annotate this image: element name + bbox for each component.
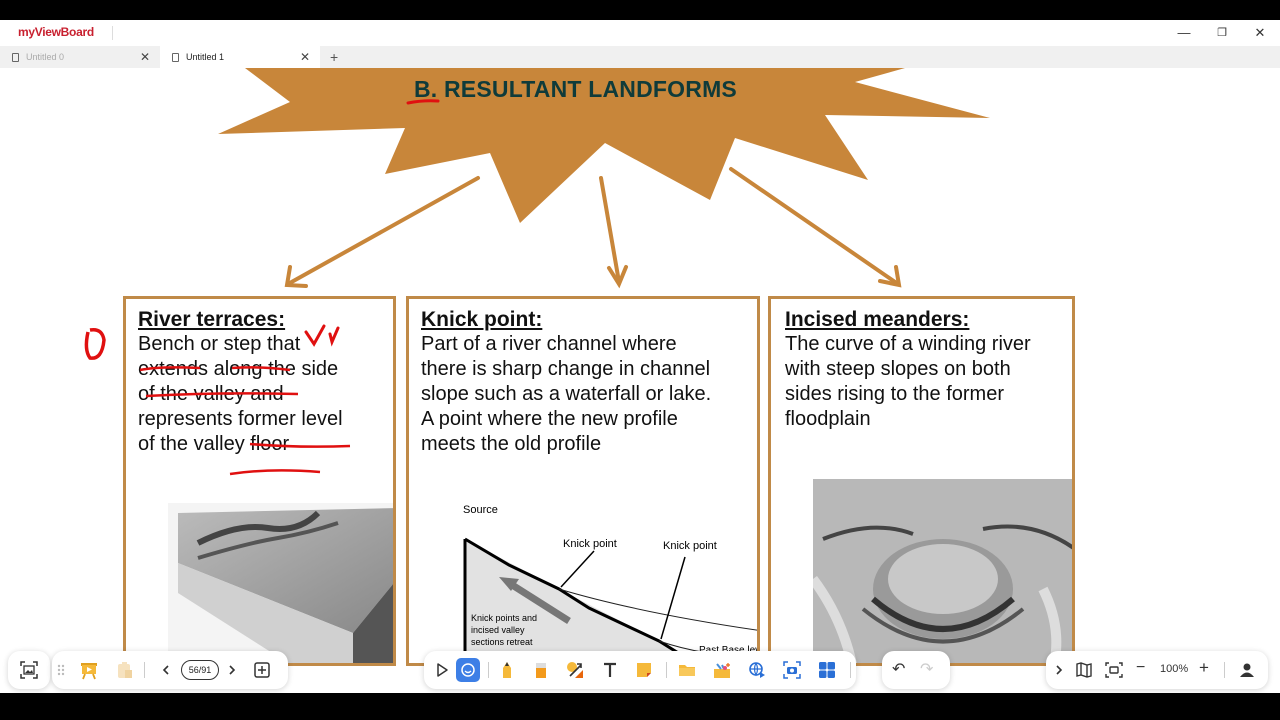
app-logo: myViewBoard <box>18 25 94 39</box>
zoom-in-button[interactable]: + <box>1199 658 1209 677</box>
card-body-line: slope such as a waterfall or lake. <box>421 383 712 405</box>
pen-icon[interactable] <box>497 660 517 680</box>
eraser-icon[interactable] <box>531 660 551 680</box>
divider <box>112 26 113 40</box>
expand-icon[interactable] <box>1052 660 1066 680</box>
pan-hand-icon <box>460 662 476 678</box>
media-box-icon[interactable] <box>712 660 732 680</box>
card-body-line: of the valley floor <box>138 433 290 455</box>
minimize-button[interactable]: — <box>1177 25 1191 40</box>
prev-page-icon[interactable] <box>159 660 173 680</box>
card-title: River terraces: <box>138 308 286 331</box>
tab-label: Untitled 0 <box>26 52 65 62</box>
sticky-note-icon[interactable] <box>634 660 654 680</box>
page-indicator[interactable]: 56/91 <box>181 660 219 680</box>
zoom-out-button[interactable]: − <box>1136 659 1146 676</box>
knick-point-diagram <box>439 493 760 666</box>
title-bar <box>0 20 1280 46</box>
fit-screen-icon[interactable] <box>1104 660 1124 680</box>
card-body-line: floodplain <box>785 408 871 430</box>
restore-button[interactable]: ❐ <box>1217 27 1227 39</box>
diagram-label-retreat: sections retreat <box>471 637 533 647</box>
card-body-line: extends along the side <box>138 358 339 380</box>
capture-toolbar <box>8 651 50 689</box>
folder-icon[interactable] <box>677 660 697 680</box>
diagram-label-source: Source <box>463 504 498 516</box>
undo-button[interactable]: ↶ <box>892 661 906 678</box>
zoom-level: 100% <box>1160 663 1189 675</box>
add-page-icon[interactable] <box>252 660 272 680</box>
shapes-icon[interactable] <box>565 660 585 680</box>
app-window <box>0 20 1280 693</box>
river-terrace-image <box>168 503 396 663</box>
clipboard-icon[interactable] <box>115 660 135 680</box>
presentation-icon[interactable] <box>79 660 99 680</box>
card-river-terraces <box>123 296 396 666</box>
divider <box>1224 662 1225 678</box>
diagram-label-retreat: Knick points and <box>471 613 538 623</box>
diagram-label-retreat: incised valley <box>471 625 525 635</box>
diagram-label-knick1: Knick point <box>563 538 617 550</box>
card-body-line: A point where the new profile <box>421 408 678 430</box>
tools-toolbar <box>424 651 856 689</box>
page-toolbar <box>52 651 288 689</box>
web-browser-icon[interactable] <box>747 660 767 680</box>
close-tab-icon[interactable]: ✕ <box>139 50 150 64</box>
next-page-icon[interactable] <box>225 660 239 680</box>
redo-button[interactable]: ↷ <box>920 661 934 678</box>
whiteboard-canvas[interactable] <box>0 68 1280 693</box>
card-title: Knick point: <box>421 308 543 331</box>
card-body-line: Bench or step that <box>138 333 301 355</box>
card-body-line: Part of a river channel where <box>421 333 677 355</box>
tab-untitled-0[interactable] <box>0 46 160 68</box>
card-body-line: of the valley and <box>138 383 284 405</box>
card-body-line: there is sharp change in channel <box>421 358 711 380</box>
history-toolbar <box>882 651 950 689</box>
card-knick-point <box>406 296 760 666</box>
select-icon[interactable] <box>432 660 452 680</box>
add-tab-button[interactable]: + <box>330 49 339 65</box>
drag-handle-icon[interactable] <box>56 660 66 680</box>
tab-bar <box>0 46 1280 68</box>
card-body-line: meets the old profile <box>421 433 602 455</box>
view-toolbar <box>1046 651 1268 689</box>
divider <box>850 662 851 678</box>
starburst-shape <box>0 68 1280 308</box>
camera-icon[interactable] <box>782 660 802 680</box>
tab-untitled-1[interactable] <box>160 46 320 68</box>
slide-title: B. RESULTANT LANDFORMS <box>414 76 737 102</box>
card-incised-meanders <box>768 296 1075 666</box>
user-icon[interactable] <box>1237 660 1257 680</box>
card-body-line: The curve of a winding river <box>785 333 1031 355</box>
pan-hand-button[interactable] <box>456 658 480 682</box>
diagram-label-knick2: Knick point <box>663 540 717 552</box>
close-tab-icon[interactable]: ✕ <box>299 50 310 64</box>
text-icon[interactable] <box>600 660 620 680</box>
card-body-line: with steep slopes on both <box>785 358 1011 380</box>
close-window-button[interactable]: ✕ <box>1254 25 1266 40</box>
card-title: Incised meanders: <box>785 308 970 331</box>
document-icon <box>172 53 179 62</box>
tab-label: Untitled 1 <box>186 52 225 62</box>
divider <box>666 662 667 678</box>
document-icon <box>12 53 19 62</box>
card-body-line: represents former level <box>138 408 343 430</box>
incised-meander-image <box>813 479 1075 666</box>
screenshot-icon[interactable] <box>19 660 39 680</box>
divider <box>144 662 145 678</box>
map-icon[interactable] <box>1074 660 1094 680</box>
divider <box>488 662 489 678</box>
card-body-line: sides rising to the former <box>785 383 1004 405</box>
apps-icon[interactable] <box>817 660 837 680</box>
